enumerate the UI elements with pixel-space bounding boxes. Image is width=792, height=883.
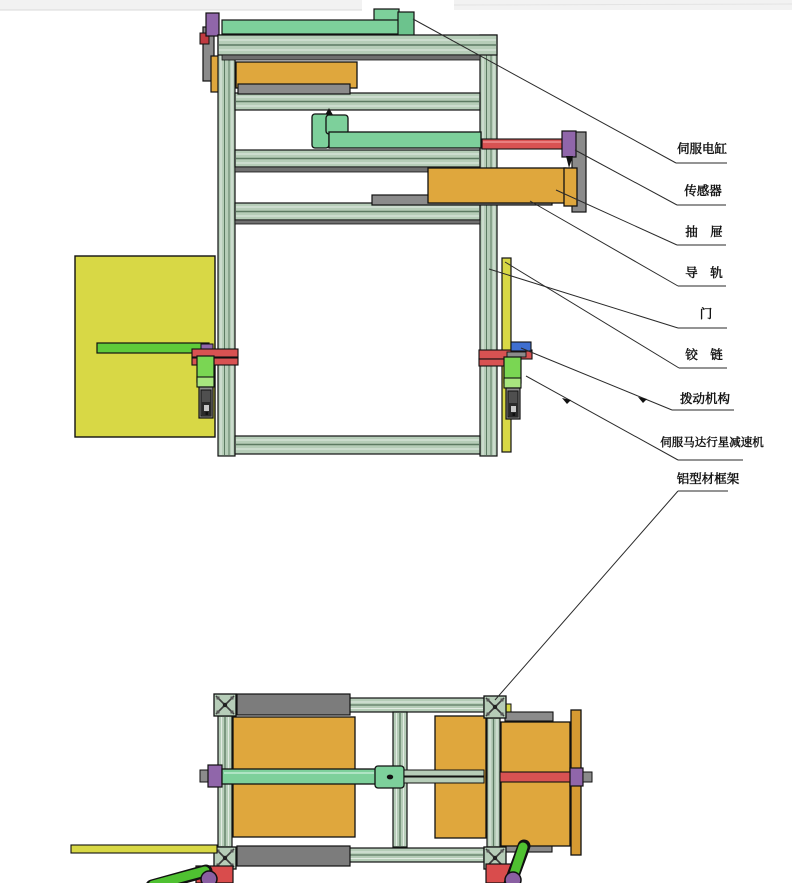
leader-line (526, 376, 678, 460)
callout-label: 伺服马达行星减速机 (660, 437, 764, 449)
drawer-face (564, 168, 577, 206)
servo-motor-left (197, 356, 214, 418)
leader-line (530, 201, 678, 286)
tv-base-left (152, 866, 233, 883)
leader-line (575, 150, 677, 205)
frame-rail-4 (235, 203, 480, 224)
drawer-guide-rail-upper (238, 84, 350, 94)
frame-top-rail (218, 35, 497, 60)
callout-label: 传感器 (684, 184, 722, 198)
leader-line (521, 348, 672, 410)
cylinder-carriage (398, 12, 414, 37)
sensor-body (562, 131, 576, 157)
callout-servo-motor-reducer (526, 376, 764, 460)
front-view (75, 9, 586, 456)
top-view (71, 694, 592, 883)
sensor-rod (482, 139, 564, 149)
frame-rail-2 (235, 93, 480, 110)
callout-label: 铝型材框架 (676, 472, 740, 486)
tv-red-rod (500, 772, 571, 782)
corner-extrusion-tl (214, 694, 236, 716)
drawer-upper-left (236, 62, 357, 94)
purple-end-block (206, 13, 219, 36)
leader-line (495, 491, 678, 700)
frame-right-post (480, 35, 497, 456)
callout-label: 导 轨 (685, 266, 723, 280)
leader-line (489, 269, 678, 328)
callout-label: 拨动机构 (679, 392, 731, 406)
callout-aluminum-frame (495, 471, 740, 700)
drawer-box (428, 168, 566, 203)
leader-line (556, 190, 677, 245)
servo-cylinder-mid (312, 108, 481, 148)
tv-roller-right (505, 872, 521, 883)
servo-motor-right (504, 357, 521, 419)
tv-slide-bar-bottom (237, 846, 350, 866)
tv-door-strip (71, 845, 217, 853)
callout-sensor (575, 150, 726, 205)
callout-guide-rail (530, 201, 726, 286)
servo-cylinder-top (222, 9, 414, 37)
callout-label: 铰 链 (685, 348, 723, 362)
callout-label: 门 (699, 307, 713, 321)
frame-bottom-rail (235, 436, 480, 454)
callouts (413, 19, 764, 700)
callout-label: 抽 屉 (685, 225, 723, 239)
tv-rail-right (487, 718, 500, 847)
toggle-clamp (511, 342, 531, 351)
frame-left-post (218, 35, 235, 456)
tv-roller-left (201, 871, 217, 883)
callout-label: 伺服电缸 (676, 142, 728, 156)
tv-slide-bar-top (237, 694, 350, 715)
